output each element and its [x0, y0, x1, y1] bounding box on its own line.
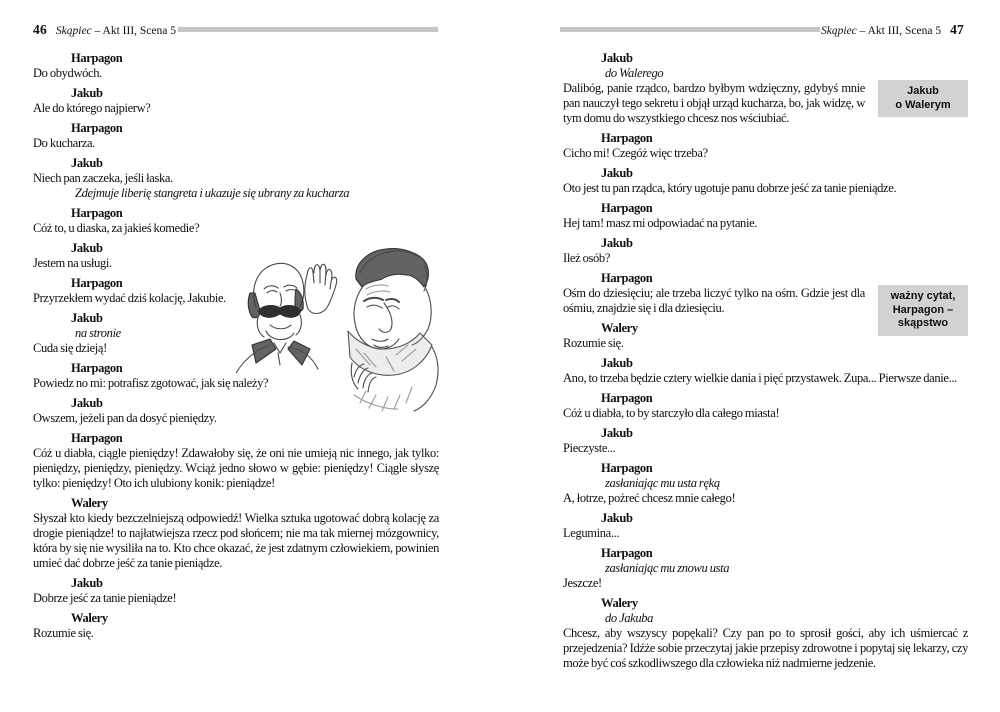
stage-direction: do Jakuba [605, 611, 654, 625]
speaker-name: Harpagon [601, 131, 653, 145]
speaker-name: Jakub [601, 511, 633, 525]
dialogue-entry [33, 51, 439, 81]
dialogue-text: Powiedz no mi: potrafisz zgotować, jak się należy? [33, 376, 269, 390]
speaker-name: Jakub [71, 241, 103, 255]
page-right [500, 0, 1000, 712]
speaker-name: Jakub [601, 426, 633, 440]
dialogue-text: Ośm do dziesięciu; ale trzeba liczyć tylko na ośm. Gdzie jest dla ośmiu, znajdzie się i dla dziesięciu. [563, 286, 865, 315]
dialogue-text: Rozumie się. [33, 626, 94, 640]
dialogue-entry [563, 546, 968, 591]
speaker-name: Harpagon [601, 461, 653, 475]
dialogue-text: Jestem na usługi. [33, 256, 112, 270]
dialogue-text: Cuda się dzieją! [33, 341, 107, 355]
running-header-right [821, 22, 964, 38]
dialogue-text: Dalibóg, panie rządco, bardzo byłbym wdzięczny, gdybyś mnie pan nauczył tego sekretu i objął urząd kucharza, bo, jak widzę, w tym domu do wszystkiego chcesz nos wściubiać. [563, 81, 865, 125]
margin-note-line: Jakub [907, 85, 939, 97]
dialogue-text: Jeszcze! [563, 576, 602, 590]
page-number-right: 47 [950, 22, 964, 37]
speaker-name: Jakub [71, 311, 103, 325]
stage-direction: na stronie [75, 326, 121, 340]
speaker-name: Jakub [601, 166, 633, 180]
dialogue-entry [33, 86, 439, 116]
speaker-name: Harpagon [601, 391, 653, 405]
book-title: Skąpiec [55, 25, 92, 37]
speaker-name: Harpagon [71, 206, 123, 220]
dialogue-text: Oto jest tu pan rządca, który ugotuje panu dobrze jeść za tanie pieniądze. [563, 181, 897, 195]
dialogue-text: Owszem, jeżeli pan da dosyć pieniędzy. [33, 411, 217, 425]
speaker-name: Walery [71, 611, 108, 625]
dialogue-entry [33, 496, 439, 571]
speaker-name: Harpagon [71, 431, 123, 445]
speaker-name: Harpagon [601, 271, 653, 285]
speaker-name: Jakub [71, 156, 103, 170]
dialogue-text: Do kucharza. [33, 136, 95, 150]
dialogue-text: Legumina... [563, 526, 620, 540]
speaker-name: Harpagon [71, 51, 123, 65]
speaker-name: Walery [601, 321, 638, 335]
speaker-name: Jakub [601, 236, 633, 250]
speaker-name: Harpagon [601, 201, 653, 215]
margin-note [878, 80, 968, 117]
speaker-name: Harpagon [71, 121, 123, 135]
dialogue-entry [563, 166, 968, 196]
dialogue-text: Niech pan zaczeka, jeśli łaska. [33, 171, 173, 185]
speaker-name: Jakub [71, 396, 103, 410]
speaker-name: Jakub [71, 86, 103, 100]
dialogue-entry [563, 236, 968, 266]
running-header-left [33, 22, 176, 38]
speaker-name: Jakub [601, 51, 633, 65]
speaker-name: Walery [601, 596, 638, 610]
dialogue-entry [563, 131, 968, 161]
dialogue-text: Przyrzekłem wydać dziś kolację, Jakubie. [33, 291, 226, 305]
dialogue-entry [33, 611, 439, 641]
dialogue-text: Dobrze jeść za tanie pieniądze! [33, 591, 177, 605]
dialogue-entry [33, 431, 439, 491]
dialogue-entry [563, 356, 968, 386]
speaker-name: Jakub [71, 576, 103, 590]
dialogue-entry [563, 391, 968, 421]
page-number-left: 46 [33, 22, 47, 37]
speaker-name: Harpagon [71, 361, 123, 375]
chapter-title: – Akt III, Scena 5 [856, 25, 942, 37]
dialogue-text: Słyszał kto kiedy bezczelniejszą odpowiedź! Wielka sztuka ugotować dobrą kolację za drogie pieniądze! to najłatwiejsza rzecz pod słońcem; nie ma tak miernej mózgownicy, która by się nie wysiliła na to. Kto chce okazać, że jest zdatnym człowiekiem, powinien umieć dać dobrze jeść za tanie pieniądze. [33, 511, 439, 570]
dialogue-text: Hej tam! masz mi odpowiadać na pytanie. [563, 216, 758, 230]
stage-direction: do Walerego [605, 66, 664, 80]
margin-note-line: ważny cytat, [890, 290, 956, 302]
dialogue-text: Pieczyste... [563, 441, 616, 455]
margin-note-line: skąpstwo [897, 317, 949, 329]
dialogue-text: Ale do którego najpierw? [33, 101, 151, 115]
dialogue-text: Chcesz, aby wszyscy popękali? Czy pan po to sprosił gości, aby ich uśmiercać z przejedzenia? Idźże sobie przeczytaj jakie przepisy zdrowotne i popytaj się lekarzy, czy może być coś szkodliwszego dla człowieka niż nadmierne jedzenie. [563, 626, 968, 670]
dialogue-entry [563, 511, 968, 541]
margin-note [878, 285, 968, 336]
dialogue-text: Cicho mi! Czegóż więc trzeba? [563, 146, 708, 160]
dialogue-text: Ano, to trzeba będzie cztery wielkie dania i pięć przystawek. Zupa... Pierwsze danie... [563, 371, 957, 385]
speaker-name: Walery [71, 496, 108, 510]
speaker-name: Jakub [601, 356, 633, 370]
margin-note-line: o Walerym [895, 98, 951, 111]
dialogue-entry [33, 206, 439, 236]
dialogue-text: Rozumie się. [563, 336, 624, 350]
dialogue-text: Cóż u diabła, to by starczyło dla całego miasta! [563, 406, 780, 420]
dialogue-entry [563, 426, 968, 456]
dialogue-entry [563, 596, 968, 671]
speaker-name: Harpagon [71, 276, 123, 290]
margin-note-line: Harpagon – [892, 303, 954, 316]
dialogue-entry [33, 121, 439, 151]
book-title: Skąpiec [821, 25, 857, 37]
dialogue-text: Do obydwóch. [33, 66, 102, 80]
dialogue-text: Cóż u diabła, ciągle pieniędzy! Zdawałoby się, że oni nie umieją nic innego, jak tylko: pieniędzy, pieniędzy, pieniędzy. Wciąż jedno słowo w gębie: pieniędzy! Ciągle słyszę tylko: pieniędzy! Oto ich ulubiony konik: pieniądze! [33, 446, 439, 490]
illustration-two-men-sketch [236, 245, 452, 419]
dialogue-text: A, łotrze, pożreć chcesz mnie całego! [563, 491, 736, 505]
header-rule [560, 27, 820, 32]
dialogue-entry [33, 576, 439, 606]
dialogue-entry [563, 201, 968, 231]
dialogue-entry [563, 461, 968, 506]
dialogue-text: Ileż osób? [563, 251, 611, 265]
dialogue-text: Cóż to, u diaska, za jakieś komedie? [33, 221, 200, 235]
chapter-title: – Akt III, Scena 5 [91, 25, 176, 37]
stage-direction: zasłaniając mu znowu usta [605, 561, 730, 575]
speaker-name: Harpagon [601, 546, 653, 560]
dialogue-column-right [563, 51, 968, 676]
stage-direction: zasłaniając mu usta ręką [605, 476, 720, 490]
dialogue-entry [33, 156, 439, 201]
stage-direction: Zdejmuje liberię stangreta i ukazuje się ubrany za kucharza [75, 186, 350, 200]
header-rule [178, 27, 438, 32]
